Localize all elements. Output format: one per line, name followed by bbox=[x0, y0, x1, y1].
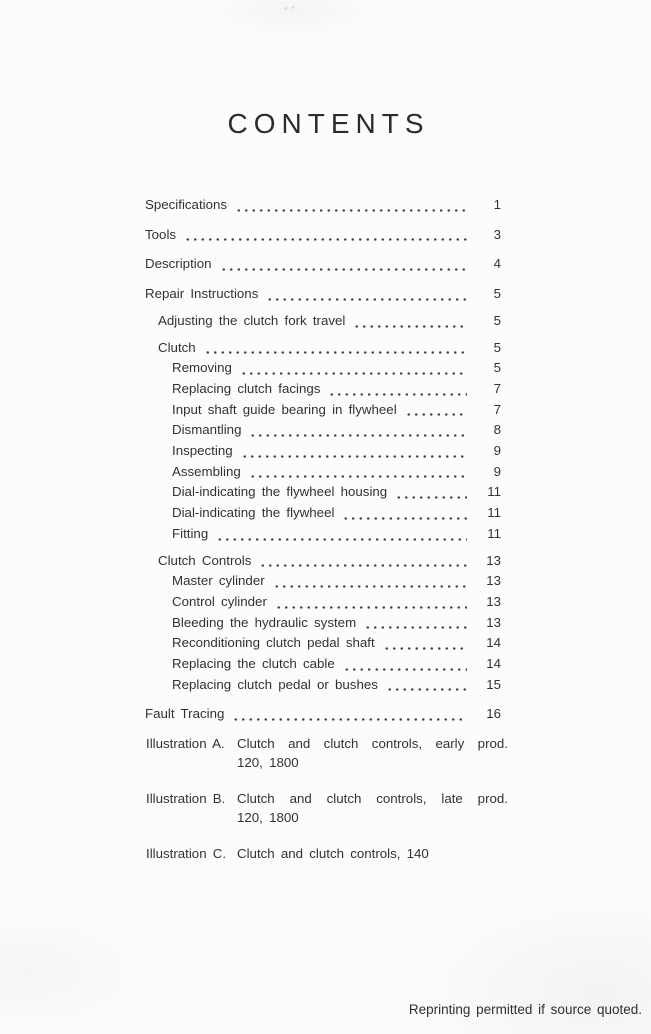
illustration-caption-line1: Clutch and clutch controls, early prod. bbox=[237, 736, 508, 751]
toc-row bbox=[145, 400, 501, 421]
dot-leader bbox=[273, 585, 467, 588]
toc-entry-label: Clutch bbox=[158, 339, 196, 355]
toc-row bbox=[145, 654, 501, 675]
toc-entry-page-number: 9 bbox=[493, 463, 501, 479]
illustration-caption-line2: 120, 1800 bbox=[237, 754, 299, 770]
toc-entry-label: Repair Instructions bbox=[145, 286, 259, 302]
toc-entry-label: Adjusting the clutch fork travel bbox=[158, 312, 346, 328]
toc-entry-label: Reconditioning clutch pedal shaft bbox=[172, 635, 375, 651]
toc-row bbox=[145, 284, 501, 305]
toc-entry-label: Dismantling bbox=[172, 422, 242, 438]
toc-entry-label: Tools bbox=[145, 226, 177, 242]
toc-entry-page-number: 5 bbox=[493, 339, 501, 355]
dot-leader bbox=[364, 626, 467, 629]
toc-entry-label: Control cylinder bbox=[172, 593, 267, 609]
toc-entry-label: Replacing the clutch cable bbox=[172, 656, 335, 672]
toc-row bbox=[145, 675, 501, 696]
dot-leader bbox=[240, 372, 467, 375]
toc-entry-page-number: 11 bbox=[487, 525, 501, 541]
illustration-caption-line1: Clutch and clutch controls, 140 bbox=[237, 846, 429, 861]
footer-note: Reprinting permitted if source quoted. bbox=[408, 1002, 642, 1017]
dot-leader bbox=[184, 238, 467, 241]
toc-row bbox=[145, 592, 501, 613]
toc-row bbox=[145, 551, 501, 572]
toc-entry-label: Replacing clutch pedal or bushes bbox=[172, 676, 378, 692]
toc-entry-page-number: 13 bbox=[486, 552, 501, 568]
toc-entry-page-number: 15 bbox=[486, 676, 501, 692]
toc-entry-label: Replacing clutch facings bbox=[172, 380, 321, 396]
illustration-caption-line2: 120, 1800 bbox=[237, 809, 299, 825]
toc-row bbox=[145, 482, 501, 503]
toc-entry-page-number: 11 bbox=[487, 484, 501, 500]
scan-artifact bbox=[281, 4, 297, 13]
toc-row bbox=[145, 613, 501, 634]
toc-row bbox=[145, 195, 501, 216]
toc-entry-page-number: 14 bbox=[486, 635, 501, 651]
toc-row bbox=[145, 704, 501, 725]
toc-entry-page-number: 3 bbox=[493, 226, 501, 242]
toc-entry-page-number: 4 bbox=[493, 256, 501, 272]
toc-entry-page-number: 7 bbox=[493, 401, 501, 417]
toc-row bbox=[145, 311, 501, 332]
toc-entry-page-number: 11 bbox=[487, 505, 501, 521]
illustration-caption bbox=[237, 735, 508, 772]
toc-row bbox=[145, 441, 501, 462]
toc-row bbox=[145, 633, 501, 654]
toc-row bbox=[145, 225, 501, 246]
dot-leader bbox=[353, 325, 467, 328]
illustration-label: Illustration C. bbox=[146, 846, 227, 861]
dot-leader bbox=[395, 496, 467, 499]
dot-leader bbox=[204, 351, 467, 354]
dot-leader bbox=[249, 475, 467, 478]
toc-row bbox=[145, 379, 501, 400]
dot-leader bbox=[241, 455, 467, 458]
dot-leader bbox=[216, 538, 467, 541]
illustration-label: Illustration A. bbox=[146, 736, 225, 751]
toc-entry-label: Removing bbox=[172, 360, 232, 376]
toc-entry-label: Fitting bbox=[172, 525, 209, 541]
dot-leader bbox=[386, 688, 467, 691]
toc-row bbox=[145, 254, 501, 275]
page-title: CONTENTS bbox=[227, 108, 430, 139]
dot-leader bbox=[275, 606, 467, 609]
toc-entry-label: Clutch Controls bbox=[158, 552, 252, 568]
toc-row bbox=[145, 358, 501, 379]
toc-entry-label: Dial-indicating the flywheel bbox=[172, 505, 335, 521]
illustration-entry bbox=[146, 845, 508, 864]
dot-leader bbox=[266, 298, 467, 301]
illustration-caption-line1: Clutch and clutch controls, late prod. bbox=[237, 791, 508, 806]
toc-entry-label: Input shaft guide bearing in flywheel bbox=[172, 401, 397, 417]
toc-entry-page-number: 1 bbox=[493, 197, 501, 212]
toc-row bbox=[145, 338, 501, 359]
dot-leader bbox=[232, 718, 467, 721]
dot-leader bbox=[220, 268, 467, 271]
toc-entry-page-number: 5 bbox=[493, 286, 501, 302]
illustration-label: Illustration B. bbox=[146, 791, 226, 806]
toc-entry-label: Bleeding the hydraulic system bbox=[172, 614, 357, 630]
toc-entry-page-number: 5 bbox=[493, 360, 501, 376]
toc-entry-label: Fault Tracing bbox=[145, 706, 225, 722]
toc-entry-label: Assembling bbox=[172, 463, 241, 479]
toc-row bbox=[145, 524, 501, 545]
toc-row bbox=[145, 571, 501, 592]
toc-entry-page-number: 13 bbox=[486, 573, 501, 589]
dot-leader bbox=[343, 668, 467, 671]
dot-leader bbox=[383, 647, 467, 650]
toc-entry-page-number: 5 bbox=[493, 312, 501, 328]
toc-entry-page-number: 9 bbox=[493, 443, 501, 459]
illustration-entry bbox=[146, 735, 508, 772]
toc-row bbox=[145, 503, 501, 524]
toc-row bbox=[145, 462, 501, 483]
dot-leader bbox=[328, 393, 467, 396]
toc-entry-label: Inspecting bbox=[172, 443, 233, 459]
toc-entry-page-number: 13 bbox=[486, 614, 501, 630]
dot-leader bbox=[235, 209, 467, 212]
illustration-entry bbox=[146, 790, 508, 827]
toc-entry-label: Master cylinder bbox=[172, 573, 265, 589]
toc-entry-label: Description bbox=[145, 256, 212, 272]
toc-entry-label: Dial-indicating the flywheel housing bbox=[172, 484, 388, 500]
toc-entry-page-number: 8 bbox=[493, 422, 501, 438]
toc-entry-page-number: 7 bbox=[493, 380, 501, 396]
toc-entry-page-number: 13 bbox=[486, 593, 501, 609]
dot-leader bbox=[405, 413, 467, 416]
dot-leader bbox=[259, 564, 467, 567]
toc-entry-label: Specifications bbox=[145, 197, 228, 212]
dot-leader bbox=[342, 517, 467, 520]
illustration-list bbox=[146, 735, 508, 882]
toc-entry-page-number: 16 bbox=[486, 706, 501, 722]
toc-row bbox=[145, 420, 501, 441]
illustration-caption bbox=[237, 845, 508, 864]
toc-entry-page-number: 14 bbox=[486, 656, 501, 672]
dot-leader bbox=[249, 434, 467, 437]
table-of-contents bbox=[145, 195, 501, 725]
illustration-caption bbox=[237, 790, 508, 827]
